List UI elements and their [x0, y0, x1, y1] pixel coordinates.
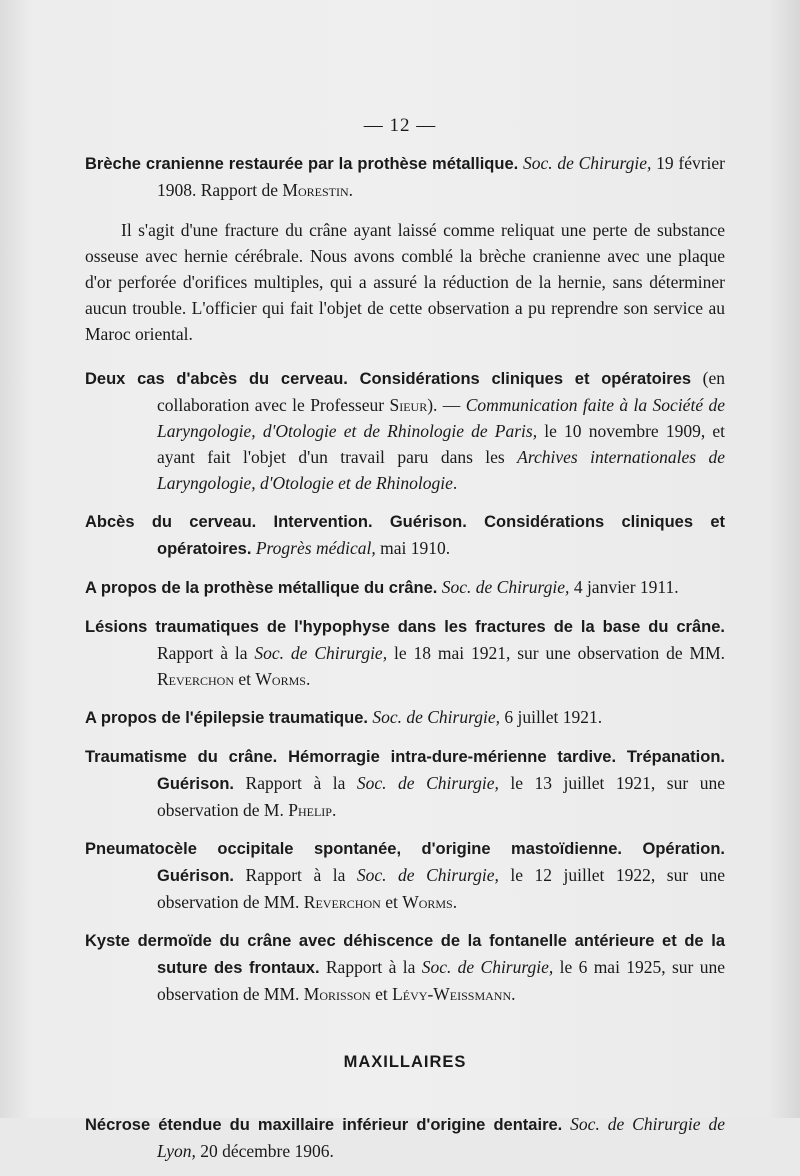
entry-text: .: [452, 473, 458, 493]
entry-source: Progrès médical,: [255, 538, 376, 558]
page-content: [85, 150, 725, 1176]
entry-text: le 18 mai 1921, sur une observation de MM.: [387, 643, 726, 663]
entry-text: Rapport à la: [157, 643, 255, 663]
entry-text: Rapport à la: [234, 773, 357, 793]
bibliography-entry: [85, 927, 725, 1007]
entry-text: .: [511, 984, 516, 1004]
entry-title: Nécrose étendue du maxillaire inférieur d'origine dentaire.: [85, 1116, 563, 1134]
author-name: Sieur: [389, 395, 428, 415]
entry-title: Pneumatocèle occipitale spontanée, d'origine mastoïdienne. Opération. Guérison.: [85, 840, 725, 885]
entry-title: Kyste dermoïde du crâne avec déhiscence de la fontanelle antérieure et de la suture des frontaux.: [85, 932, 725, 977]
entry-text: 4 janvier 1911.: [569, 577, 679, 597]
entry-text: mai 1910.: [375, 538, 451, 558]
author-name: Morisson: [303, 984, 371, 1004]
entry-text: .: [348, 180, 354, 200]
description-paragraph: Il s'agit d'une fracture du crâne ayant laissé comme reliquat une perte de substance osseuse avec hernie cérébrale. Nous avons comblé la brèche cranienne avec une plaque d'or perforée d'orifices multiples, qui a assuré la réduction de la hernie, sans déterminer aucun trouble. L'officier qui fait l'objet de cette observation a pu reprendre son service au Maroc oriental.: [85, 220, 725, 344]
page-number: — 12 —: [363, 115, 437, 136]
author-name: Worms: [402, 892, 453, 912]
entry-text: et: [234, 669, 256, 689]
author-name: Phelip: [288, 800, 332, 820]
entry-text: (en collaboration avec le Professeur: [157, 368, 725, 415]
author-name: Reverchon: [157, 669, 235, 689]
author-name: Reverchon: [303, 892, 381, 912]
bibliography-entry: [85, 835, 725, 915]
entry-title: Deux cas d'abcès du cerveau. Considérations cliniques et opératoires: [85, 370, 692, 388]
entry-text: le 10 novembre 1909, et ayant fait l'objet d'un travail paru dans les: [157, 421, 725, 467]
entry-source: Soc. de Chirurgie de Lyon,: [157, 1114, 725, 1161]
entry-journal: Archives internationales de Laryngologie, d'Otologie et de Rhinologie: [157, 447, 725, 493]
entry-text: le 13 juillet 1921, sur une observation de M.: [157, 773, 725, 820]
author-name: Morestin: [282, 180, 349, 200]
entry-text: 6 juillet 1921.: [500, 707, 603, 727]
entry-source: Soc. de Chirurgie,: [522, 153, 652, 173]
bibliography-entry: [85, 150, 725, 203]
entry-text: .: [331, 800, 337, 820]
bibliography-entry: [85, 365, 725, 496]
entry-title: Traumatisme du crâne. Hémorragie intra-dure-mérienne tardive. Trépanation. Guérison.: [85, 748, 725, 793]
bibliography-entry: [85, 508, 725, 562]
entry-text: Rapport à la: [234, 865, 357, 885]
entry-text: 20 décembre 1906.: [195, 1141, 334, 1161]
entry-source: Soc. de Chirurgie,: [356, 865, 499, 885]
entry-text: .: [305, 669, 311, 689]
entry-text: ). —: [427, 395, 466, 415]
entry-title: Abcès du cerveau. Intervention. Guérison. Considérations cliniques et opératoires.: [85, 513, 725, 558]
bibliography-entry: [85, 743, 725, 823]
entry-text: Rapport à la: [319, 957, 422, 977]
entry-source: Soc. de Chirurgie,: [372, 707, 500, 727]
entry-text: le 12 juillet 1922, sur une observation de MM.: [157, 865, 725, 912]
section-heading: MAXILLAIRES: [343, 1053, 467, 1071]
entry-text: .: [452, 892, 458, 912]
entry-source: Soc. de Chirurgie,: [441, 577, 570, 597]
author-name: Worms: [255, 669, 306, 689]
entry-text: et: [380, 892, 403, 912]
bibliography-entry: [85, 1111, 725, 1164]
entry-title: Lésions traumatiques de l'hypophyse dans les fractures de la base du crâne.: [85, 618, 725, 636]
entry-title: A propos de l'épilepsie traumatique.: [85, 709, 368, 727]
entry-source: Communication faite à la Société de Laryngologie, d'Otologie et de Rhinologie de Paris,: [157, 395, 725, 441]
entry-text: le 6 mai 1925, sur une observation de MM.: [157, 957, 725, 1004]
entry-source: Soc. de Chirurgie,: [254, 643, 388, 663]
bibliography-entry: [85, 704, 725, 731]
bibliography-entry: [85, 574, 725, 601]
entry-source: Soc. de Chirurgie,: [421, 957, 554, 977]
author-name: Lévy-Weissmann: [392, 984, 512, 1004]
entry-title: A propos de la prothèse métallique du crâne.: [85, 579, 438, 597]
entry-title: Brèche cranienne restaurée par la prothèse métallique.: [85, 155, 519, 173]
entry-text: 19 février 1908. Rapport de: [157, 153, 725, 200]
entry-source: Soc. de Chirurgie,: [356, 773, 499, 793]
bibliography-entry: [85, 613, 725, 692]
entry-text: et: [370, 984, 393, 1004]
